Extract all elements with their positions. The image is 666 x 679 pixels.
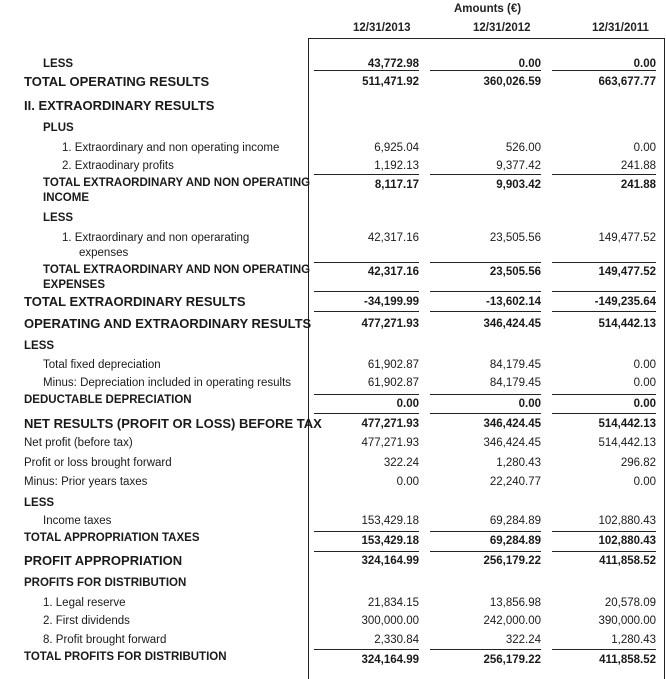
subtotal-rule <box>552 413 656 414</box>
amount-cell-2012: 23,505.56 <box>489 232 541 244</box>
amount-cell-2011: 149,477.52 <box>598 232 656 244</box>
amount-cell-2011: 241.88 <box>620 160 656 172</box>
subtotal-rule <box>430 262 541 263</box>
amount-cell-2012: 22,240.77 <box>489 476 541 488</box>
amount-cell-2012: 9,377.42 <box>496 160 541 172</box>
amount-cell-2013: 6,925.04 <box>374 142 419 154</box>
amount-cell-2013: 153,429.18 <box>361 515 419 527</box>
amount-cell-2011: 149,477.52 <box>598 266 656 278</box>
row-label: PROFITS FOR DISTRIBUTION <box>24 577 187 589</box>
subtotal-rule <box>552 174 656 175</box>
row-label: TOTAL EXTRAORDINARY AND NON OPERATING <box>43 264 311 276</box>
subtotal-rule <box>430 649 541 650</box>
row-label: 1. Extraordinary and non operating income <box>62 142 280 154</box>
amount-cell-2012: 322.24 <box>505 634 541 646</box>
row-label: 2. First dividends <box>43 615 130 627</box>
amount-cell-2013: 477,271.93 <box>361 318 419 330</box>
amount-cell-2013: 8,117.17 <box>374 179 419 191</box>
amount-cell-2012: 360,026.59 <box>483 76 541 88</box>
row-label: Minus: Prior years taxes <box>24 476 148 488</box>
subtotal-rule <box>552 291 656 292</box>
row-label: LESS <box>43 212 74 224</box>
subtotal-rule <box>314 531 419 532</box>
amount-cell-2011: -149,235.64 <box>594 296 656 308</box>
column-header-2012: 12/31/2012 <box>473 22 531 34</box>
subtotal-rule <box>314 394 419 395</box>
subtotal-rule <box>314 311 419 312</box>
amount-cell-2011: 0.00 <box>633 398 656 410</box>
amount-cell-2011: 20,578.09 <box>604 597 656 609</box>
amount-cell-2012: 256,179.22 <box>483 555 541 567</box>
row-label: Net profit (before tax) <box>24 437 133 449</box>
row-label: TOTAL APPROPRIATION TAXES <box>24 532 200 544</box>
amount-cell-2013: 2,330.84 <box>374 634 419 646</box>
row-label: OPERATING AND EXTRAORDINARY RESULTS <box>24 316 312 331</box>
subtotal-rule <box>314 174 419 175</box>
row-label: 1. Extraordinary and non operarating <box>62 232 250 244</box>
amount-cell-2013: 324,164.99 <box>361 555 419 567</box>
row-label: LESS <box>24 497 55 509</box>
amount-cell-2012: 23,505.56 <box>489 266 541 278</box>
amount-cell-2011: 1,280.43 <box>611 634 656 646</box>
amount-cell-2012: 0.00 <box>518 398 541 410</box>
amount-cell-2013: 300,000.00 <box>361 615 419 627</box>
row-label: DEDUCTABLE DEPRECIATION <box>24 394 192 406</box>
row-label: 2. Extraodinary profits <box>62 160 174 172</box>
amount-cell-2013: 324,164.99 <box>361 654 419 666</box>
amount-cell-2011: 514,442.13 <box>598 437 656 449</box>
amount-cell-2013: 511,471.92 <box>362 76 419 88</box>
row-label: 8. Profit brought forward <box>43 634 167 646</box>
row-label: TOTAL EXTRAORDINARY AND NON OPERATING <box>43 177 311 189</box>
amount-cell-2011: 241.88 <box>620 179 656 191</box>
row-label: NET RESULTS (PROFIT OR LOSS) BEFORE TAX <box>24 416 322 431</box>
row-label-continuation: expenses <box>79 247 129 259</box>
row-label: II. EXTRAORDINARY RESULTS <box>24 98 215 113</box>
amount-cell-2011: 390,000.00 <box>598 615 656 627</box>
subtotal-rule <box>430 531 541 532</box>
amount-cell-2012: 0.00 <box>518 58 541 70</box>
amount-cell-2013: 42,317.16 <box>367 266 419 278</box>
amount-cell-2011: 0.00 <box>633 359 656 371</box>
amount-cell-2012: 69,284.89 <box>489 535 541 547</box>
amount-cell-2013: 0.00 <box>396 476 419 488</box>
row-label: TOTAL OPERATING RESULTS <box>24 74 210 89</box>
amount-cell-2013: 322.24 <box>383 457 419 469</box>
amount-cell-2012: 256,179.22 <box>483 654 541 666</box>
amount-cell-2013: 21,834.15 <box>367 597 419 609</box>
subtotal-rule <box>552 311 656 312</box>
amount-cell-2011: 411,858.52 <box>599 654 656 666</box>
subtotal-rule <box>314 262 419 263</box>
amount-cell-2012: 9,903.42 <box>496 179 541 191</box>
amount-cell-2013: 477,271.93 <box>361 418 419 430</box>
amount-cell-2011: 411,858.52 <box>599 555 656 567</box>
subtotal-rule <box>552 531 656 532</box>
row-label: LESS <box>43 58 74 70</box>
amount-cell-2011: 514,442.13 <box>598 418 656 430</box>
amount-cell-2012: 84,179.45 <box>489 359 541 371</box>
amount-cell-2013: 1,192.13 <box>374 160 419 172</box>
amount-cell-2012: 1,280.43 <box>496 457 541 469</box>
subtotal-rule <box>430 394 541 395</box>
amount-cell-2013: 43,772.98 <box>367 58 419 70</box>
amount-cell-2011: 663,677.77 <box>598 76 656 88</box>
subtotal-rule <box>314 291 419 292</box>
row-label: Profit or loss brought forward <box>24 457 172 469</box>
column-header-2011: 12/31/2011 <box>592 22 649 34</box>
amount-cell-2013: 61,902.87 <box>367 359 419 371</box>
amount-cell-2011: 102,880.43 <box>598 515 656 527</box>
row-label-continuation: EXPENSES <box>43 279 105 291</box>
row-label: 1. Legal reserve <box>43 597 126 609</box>
amount-cell-2012: 13,856.98 <box>489 597 541 609</box>
column-header-2013: 12/31/2013 <box>353 22 411 34</box>
row-label: Total fixed depreciation <box>43 359 161 371</box>
row-label: Minus: Depreciation included in operating results <box>43 377 292 389</box>
amount-cell-2011: 0.00 <box>633 377 656 389</box>
subtotal-rule <box>430 174 541 175</box>
amount-cell-2012: 84,179.45 <box>489 377 541 389</box>
amount-cell-2013: 153,429.18 <box>361 535 419 547</box>
subtotal-rule <box>430 70 541 71</box>
subtotal-rule <box>430 413 541 414</box>
subtotal-rule <box>552 262 656 263</box>
subtotal-rule <box>430 551 541 552</box>
subtotal-rule <box>314 70 419 71</box>
amount-cell-2013: 0.00 <box>396 398 419 410</box>
amount-cell-2011: 296.82 <box>620 457 656 469</box>
row-label: PROFIT APPROPRIATION <box>24 553 183 568</box>
row-label: PLUS <box>43 122 74 134</box>
row-label-continuation: INCOME <box>43 192 89 204</box>
subtotal-rule <box>552 551 656 552</box>
amount-cell-2012: -13,602.14 <box>486 296 541 308</box>
amount-cell-2011: 102,880.43 <box>598 535 656 547</box>
amount-cell-2013: 61,902.87 <box>367 377 419 389</box>
row-label: LESS <box>24 340 55 352</box>
amounts-currency-header: Amounts (€) <box>454 3 522 15</box>
amount-cell-2013: 42,317.16 <box>367 232 419 244</box>
subtotal-rule <box>552 394 656 395</box>
subtotal-rule <box>314 413 419 414</box>
amount-cell-2013: 477,271.93 <box>361 437 419 449</box>
amount-cell-2011: 514,442.13 <box>598 318 656 330</box>
amount-cell-2011: 0.00 <box>633 142 656 154</box>
row-label: Income taxes <box>43 515 112 527</box>
subtotal-rule <box>430 311 541 312</box>
amount-cell-2011: 0.00 <box>633 58 656 70</box>
amount-cell-2012: 346,424.45 <box>483 418 541 430</box>
subtotal-rule <box>552 70 656 71</box>
amount-cell-2012: 242,000.00 <box>483 615 541 627</box>
amount-cell-2012: 526.00 <box>505 142 541 154</box>
amount-cell-2012: 346,424.45 <box>483 437 541 449</box>
subtotal-rule <box>430 291 541 292</box>
subtotal-rule <box>314 649 419 650</box>
amount-cell-2013: -34,199.99 <box>364 296 419 308</box>
subtotal-rule <box>314 551 419 552</box>
row-label: TOTAL EXTRAORDINARY RESULTS <box>24 294 246 309</box>
amount-cell-2012: 346,424.45 <box>483 318 541 330</box>
amount-cell-2011: 0.00 <box>633 476 656 488</box>
row-label: TOTAL PROFITS FOR DISTRIBUTION <box>24 651 227 663</box>
subtotal-rule <box>552 649 656 650</box>
amount-cell-2012: 69,284.89 <box>489 515 541 527</box>
